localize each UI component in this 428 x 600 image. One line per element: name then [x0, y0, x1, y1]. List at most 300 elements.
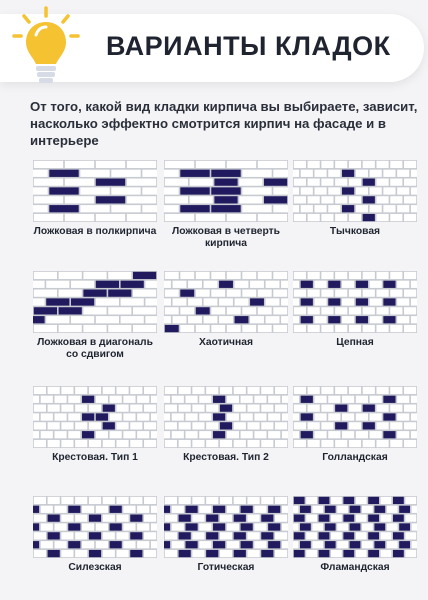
accent-brick — [294, 515, 305, 522]
brick — [130, 405, 142, 412]
brick — [116, 422, 128, 429]
accent-brick — [328, 316, 340, 323]
brick — [363, 161, 375, 168]
brick — [123, 506, 135, 513]
brick — [34, 550, 46, 557]
brick — [110, 413, 122, 420]
brick — [363, 290, 375, 297]
brick — [363, 325, 375, 332]
brick — [220, 387, 232, 394]
brick — [179, 497, 191, 504]
brick — [293, 506, 298, 513]
brick — [293, 396, 299, 403]
brick — [308, 179, 320, 186]
brick-pattern-8 — [164, 386, 288, 448]
brick — [349, 196, 361, 203]
brick — [227, 307, 241, 314]
brick — [404, 179, 416, 186]
accent-brick — [89, 550, 101, 557]
brick — [387, 523, 398, 530]
brick — [335, 307, 347, 314]
brick-pattern-6 — [293, 271, 417, 333]
brick — [144, 440, 156, 447]
brick — [331, 515, 342, 522]
accent-brick — [179, 532, 191, 539]
brick — [275, 532, 287, 539]
brick — [145, 281, 157, 288]
brick — [282, 413, 288, 420]
brick — [103, 515, 115, 522]
accent-brick — [110, 541, 122, 548]
accent-brick — [268, 523, 280, 530]
brick — [75, 405, 87, 412]
brick — [282, 541, 288, 548]
brick — [242, 170, 271, 177]
brick — [108, 272, 131, 279]
brick — [227, 290, 241, 297]
brick — [227, 413, 239, 420]
brick — [321, 307, 333, 314]
brick — [370, 316, 382, 323]
brick — [390, 440, 402, 447]
brick — [144, 422, 156, 429]
brick — [65, 179, 94, 186]
brick — [404, 387, 416, 394]
brick — [80, 170, 109, 177]
brick — [321, 440, 333, 447]
brick — [314, 205, 326, 212]
brick — [192, 550, 204, 557]
brick — [46, 281, 69, 288]
brick — [103, 550, 115, 557]
brick — [321, 387, 333, 394]
accent-brick — [110, 506, 122, 513]
brick — [314, 187, 326, 194]
brick — [356, 170, 368, 177]
brick — [196, 325, 210, 332]
brick — [108, 325, 131, 332]
brick — [294, 196, 306, 203]
brick — [137, 396, 149, 403]
brick — [111, 205, 140, 212]
brick — [273, 272, 287, 279]
brick — [294, 405, 306, 412]
brick — [61, 440, 73, 447]
accent-brick — [294, 497, 305, 504]
accent-brick — [241, 506, 253, 513]
brick — [370, 281, 382, 288]
brick-pattern-4 — [33, 271, 157, 333]
brick — [405, 515, 416, 522]
brick — [294, 272, 306, 279]
brick — [227, 541, 239, 548]
brick — [34, 161, 63, 168]
brick — [411, 396, 417, 403]
brick — [308, 290, 320, 297]
brick — [349, 422, 361, 429]
brick — [165, 422, 177, 429]
accent-brick — [301, 413, 313, 420]
accent-brick — [300, 523, 311, 530]
brick — [127, 161, 156, 168]
brick — [164, 187, 179, 194]
brick — [405, 497, 416, 504]
brick — [294, 179, 306, 186]
brick — [89, 405, 101, 412]
brick — [308, 325, 320, 332]
brick — [82, 506, 94, 513]
brick — [411, 413, 417, 420]
accent-brick — [48, 550, 60, 557]
brick — [362, 506, 373, 513]
brick — [34, 179, 63, 186]
brick — [172, 413, 184, 420]
brick — [219, 298, 233, 305]
brick — [381, 532, 392, 539]
brick — [96, 316, 119, 323]
brick — [411, 316, 417, 323]
accent-brick — [180, 205, 209, 212]
brick — [335, 290, 347, 297]
brick — [370, 205, 382, 212]
brick — [33, 281, 45, 288]
brick — [241, 431, 253, 438]
brick — [383, 187, 395, 194]
accent-brick — [96, 413, 108, 420]
brick — [199, 396, 211, 403]
accent-brick — [206, 532, 218, 539]
brick — [411, 205, 417, 212]
brick — [314, 413, 326, 420]
brick — [282, 431, 288, 438]
brick — [89, 387, 101, 394]
accent-brick — [325, 541, 336, 548]
accent-brick — [350, 523, 361, 530]
brick — [199, 431, 211, 438]
brick — [142, 205, 157, 212]
brick — [397, 298, 409, 305]
brick — [133, 290, 156, 297]
brick — [75, 550, 87, 557]
brick — [33, 170, 48, 177]
brick — [172, 431, 184, 438]
accent-brick — [294, 532, 305, 539]
brick — [192, 440, 204, 447]
accent-brick — [96, 281, 119, 288]
brick — [33, 205, 48, 212]
accent-brick — [196, 307, 210, 314]
brick — [342, 281, 354, 288]
brick — [349, 405, 361, 412]
brick — [164, 316, 171, 323]
brick — [34, 214, 63, 221]
brick — [247, 405, 259, 412]
brick — [390, 307, 402, 314]
brick — [123, 523, 135, 530]
brick — [397, 396, 409, 403]
brick — [137, 413, 149, 420]
accent-brick — [89, 532, 101, 539]
accent-brick — [211, 170, 240, 177]
accent-brick — [393, 550, 404, 557]
brick — [293, 431, 299, 438]
brick — [33, 396, 39, 403]
brick — [335, 161, 347, 168]
brick — [308, 272, 320, 279]
brick — [314, 281, 326, 288]
brick — [328, 205, 340, 212]
brick — [356, 532, 367, 539]
accent-brick — [185, 523, 197, 530]
accent-brick — [241, 523, 253, 530]
brick — [239, 179, 262, 186]
brick — [312, 506, 323, 513]
brick — [61, 405, 73, 412]
brick — [301, 187, 313, 194]
brick — [211, 325, 225, 332]
brick — [116, 497, 128, 504]
brick — [235, 281, 249, 288]
pattern-tile-12 — [293, 496, 417, 574]
accent-brick — [319, 515, 330, 522]
brick — [254, 506, 266, 513]
brick — [96, 523, 108, 530]
brick — [34, 422, 46, 429]
accent-brick — [335, 422, 347, 429]
brick — [397, 281, 409, 288]
brick — [349, 179, 361, 186]
brick — [196, 161, 225, 168]
brick — [273, 325, 287, 332]
brick — [294, 307, 306, 314]
brick-pattern-7 — [33, 386, 157, 448]
brick — [211, 307, 225, 314]
brick — [376, 387, 388, 394]
brick — [108, 307, 131, 314]
brick — [314, 396, 326, 403]
accent-brick — [343, 532, 354, 539]
brick — [254, 413, 266, 420]
brick — [376, 325, 388, 332]
brick — [173, 316, 187, 323]
brick — [294, 422, 306, 429]
brick — [293, 541, 298, 548]
brick — [254, 431, 266, 438]
brick — [308, 440, 320, 447]
accent-brick — [211, 187, 240, 194]
brick — [220, 515, 232, 522]
accent-brick — [383, 396, 395, 403]
brick — [71, 316, 94, 323]
intro-text: От того, какой вид кладки кирпича вы выбираете, зависит, насколько эффектно смотрится кирпич на фасаде и в интерьере — [30, 99, 418, 148]
brick — [411, 170, 417, 177]
brick — [145, 298, 157, 305]
brick — [82, 523, 94, 530]
accent-brick — [89, 515, 101, 522]
brick — [321, 422, 333, 429]
brick — [266, 316, 280, 323]
brick — [165, 214, 194, 221]
brick — [151, 431, 157, 438]
brick — [293, 187, 299, 194]
accent-brick — [219, 281, 233, 288]
accent-brick — [68, 541, 80, 548]
brick — [165, 532, 177, 539]
brick — [179, 387, 191, 394]
accent-brick — [234, 532, 246, 539]
accent-brick — [33, 541, 39, 548]
brick — [342, 431, 354, 438]
brick — [165, 497, 177, 504]
brick — [220, 497, 232, 504]
brick — [172, 523, 184, 530]
accent-brick — [49, 205, 78, 212]
brick — [61, 497, 73, 504]
brick — [349, 307, 361, 314]
accent-brick — [300, 541, 311, 548]
brick — [192, 515, 204, 522]
accent-brick — [82, 431, 94, 438]
brick — [133, 307, 156, 314]
brick — [61, 550, 73, 557]
accent-brick — [48, 532, 60, 539]
brick — [247, 387, 259, 394]
brick — [235, 298, 249, 305]
accent-brick — [343, 550, 354, 557]
accent-brick — [393, 497, 404, 504]
accent-brick — [328, 281, 340, 288]
brick — [275, 515, 287, 522]
brick — [164, 431, 170, 438]
brick — [180, 272, 194, 279]
brick-pattern-12 — [293, 496, 417, 558]
accent-brick — [325, 523, 336, 530]
brick — [227, 161, 256, 168]
brick — [376, 422, 388, 429]
brick — [190, 179, 213, 186]
brick — [363, 307, 375, 314]
brick — [137, 541, 149, 548]
brick — [281, 316, 288, 323]
brick — [314, 316, 326, 323]
brick — [54, 431, 66, 438]
pattern-label: Крестовая. Тип 1 — [52, 452, 138, 463]
brick — [250, 316, 264, 323]
accent-brick — [301, 431, 313, 438]
accent-brick — [319, 550, 330, 557]
brick — [142, 187, 157, 194]
brick — [227, 506, 239, 513]
brick — [349, 214, 361, 221]
brick — [151, 413, 157, 420]
pattern-label: Цепная — [336, 337, 374, 348]
accent-brick — [264, 196, 287, 203]
brick — [308, 196, 320, 203]
brick — [370, 413, 382, 420]
brick — [381, 497, 392, 504]
accent-brick — [164, 541, 170, 548]
pattern-label: Хаотичная — [199, 337, 253, 348]
brick — [331, 497, 342, 504]
accent-brick — [34, 307, 57, 314]
brick — [397, 205, 409, 212]
brick — [103, 387, 115, 394]
brick — [362, 541, 373, 548]
accent-brick — [213, 396, 225, 403]
brick — [96, 541, 108, 548]
brick — [75, 497, 87, 504]
brick — [199, 523, 211, 530]
brick — [48, 405, 60, 412]
accent-brick — [130, 532, 142, 539]
brick — [241, 413, 253, 420]
brick — [220, 550, 232, 557]
accent-brick — [68, 506, 80, 513]
accent-brick — [383, 298, 395, 305]
brick — [247, 497, 259, 504]
accent-brick — [185, 506, 197, 513]
brick — [281, 298, 288, 305]
brick — [41, 431, 53, 438]
brick — [179, 422, 191, 429]
pattern-tile-10 — [33, 496, 157, 574]
brick — [411, 187, 417, 194]
brick — [293, 205, 299, 212]
accent-brick — [335, 405, 347, 412]
accent-brick — [68, 523, 80, 530]
brick — [34, 290, 57, 297]
brick — [33, 413, 39, 420]
brick — [241, 396, 253, 403]
brick — [376, 161, 388, 168]
brick — [404, 290, 416, 297]
brick — [308, 161, 320, 168]
brick — [34, 196, 63, 203]
accent-brick — [261, 515, 273, 522]
accent-brick — [383, 413, 395, 420]
brick — [268, 413, 280, 420]
accent-brick — [214, 179, 237, 186]
brick — [273, 170, 288, 177]
brick-pattern-2 — [164, 160, 288, 222]
brick — [268, 431, 280, 438]
brick — [165, 161, 194, 168]
brick — [390, 405, 402, 412]
brick — [282, 506, 288, 513]
brick — [34, 387, 46, 394]
accent-brick — [96, 196, 125, 203]
brick — [321, 214, 333, 221]
brick — [185, 413, 197, 420]
brick — [261, 440, 273, 447]
brick — [165, 196, 188, 203]
brick — [321, 405, 333, 412]
brick — [206, 497, 218, 504]
brick — [137, 431, 149, 438]
accent-brick — [59, 307, 82, 314]
brick — [390, 272, 402, 279]
accent-brick — [261, 550, 273, 557]
brick — [82, 541, 94, 548]
brick — [397, 431, 409, 438]
brick — [254, 523, 266, 530]
brick — [41, 541, 53, 548]
accent-brick — [368, 550, 379, 557]
brick — [164, 170, 179, 177]
brick — [411, 281, 417, 288]
brick — [266, 281, 280, 288]
brick — [314, 298, 326, 305]
